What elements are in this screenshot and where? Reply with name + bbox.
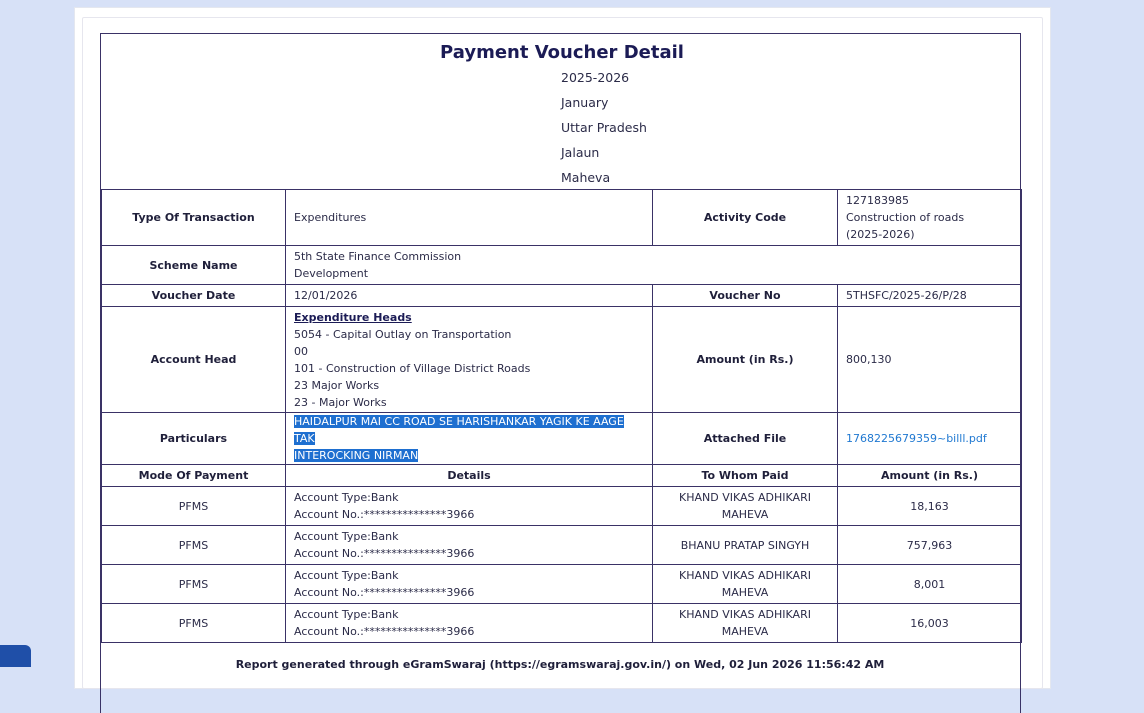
meta-value: 2025-2026 (561, 70, 630, 85)
scheme-name-value (286, 246, 1022, 285)
account-number: Account No.:***************3966 (294, 586, 475, 599)
type-of-transaction-label: Type Of Transaction (102, 190, 286, 246)
type-of-transaction-value: Expenditures (286, 190, 653, 246)
payment-mode: PFMS (102, 565, 286, 604)
amount-label: Amount (in Rs.) (653, 307, 838, 413)
payment-details (286, 604, 653, 643)
activity-code-value (838, 190, 1022, 246)
payment-mode: PFMS (102, 487, 286, 526)
column-header: Amount (in Rs.) (838, 465, 1022, 487)
account-head-line: 101 - Construction of Village District Roads (294, 361, 531, 375)
chat-icon[interactable] (0, 645, 31, 667)
table-row (102, 413, 1022, 465)
payee (653, 565, 838, 604)
report-footer: Report generated through eGramSwaraj (https://egramswaraj.gov.in/) on Wed, 02 Jun 2026 11:56:42 AM (235, 658, 885, 671)
voucher-table (101, 189, 1022, 643)
activity-code-line: (2025-2026) (846, 228, 915, 241)
column-header: Details (286, 465, 653, 487)
account-type: Account Type:Bank (294, 608, 399, 621)
account-head-line: 23 Major Works (294, 378, 380, 392)
column-header: To Whom Paid (653, 465, 838, 487)
account-head-label: Account Head (102, 307, 286, 413)
payment-mode: PFMS (102, 604, 286, 643)
account-number: Account No.:***************3966 (294, 625, 475, 638)
scheme-name-label: Scheme Name (102, 246, 286, 285)
account-head-value (286, 307, 653, 413)
account-type: Account Type:Bank (294, 491, 399, 504)
payment-row (102, 604, 1022, 643)
particulars-selected-text[interactable]: INTEROCKING NIRMAN (294, 449, 419, 462)
column-header: Mode Of Payment (102, 465, 286, 487)
particulars-value[interactable] (286, 413, 653, 465)
table-row (102, 307, 1022, 413)
account-number: Account No.:***************3966 (294, 508, 475, 521)
meta-value: Maheva (561, 170, 611, 185)
activity-code-line: Construction of roads (846, 211, 965, 224)
payment-row (102, 526, 1022, 565)
scheme-name-line: Development (294, 267, 369, 280)
attached-file-cell (838, 413, 1022, 465)
voucher-no-value: 5THSFC/2025-26/P/28 (838, 285, 1022, 307)
payee-line: BHANU PRATAP SINGYH (680, 538, 810, 552)
scheme-name-line: 5th State Finance Commission (294, 250, 462, 263)
account-type: Account Type:Bank (294, 569, 399, 582)
payee-line: KHAND VIKAS ADHIKARI (679, 608, 811, 621)
payment-row (102, 565, 1022, 604)
payments-header-row (102, 465, 1022, 487)
page-title: Payment Voucher Detail (440, 42, 684, 63)
table-row (102, 246, 1022, 285)
payee-line: MAHEVA (721, 625, 769, 638)
table-row (102, 190, 1022, 246)
payee-line: KHAND VIKAS ADHIKARI (679, 569, 811, 582)
voucher-date-label: Voucher Date (102, 285, 286, 307)
account-head-line: 00 (294, 344, 308, 358)
particulars-selected-text[interactable]: HAIDALPUR MAI CC ROAD SE HARISHANKAR YAGIK KE AAGE TAK (294, 415, 624, 445)
payee-line: MAHEVA (721, 508, 769, 521)
payment-amount: 16,003 (838, 604, 1022, 643)
meta-value: Jalaun (561, 145, 600, 160)
payee (653, 604, 838, 643)
attached-file-label: Attached File (653, 413, 838, 465)
voucher-date-value: 12/01/2026 (286, 285, 653, 307)
voucher-no-label: Voucher No (653, 285, 838, 307)
payee (653, 487, 838, 526)
payment-details (286, 526, 653, 565)
meta-value: January (561, 95, 609, 110)
amount-value: 800,130 (838, 307, 1022, 413)
account-type: Account Type:Bank (294, 530, 399, 543)
expenditure-heads-title: Expenditure Heads (294, 310, 412, 324)
payee (653, 526, 838, 565)
attached-file-link[interactable]: 1768225679359~billl.pdf (846, 432, 987, 445)
payment-amount: 757,963 (838, 526, 1022, 565)
activity-code-label: Activity Code (653, 190, 838, 246)
payee-line: KHAND VIKAS ADHIKARI (679, 491, 811, 504)
payment-amount: 8,001 (838, 565, 1022, 604)
payment-amount: 18,163 (838, 487, 1022, 526)
payment-row (102, 487, 1022, 526)
payment-mode: PFMS (102, 526, 286, 565)
meta-value: Uttar Pradesh (561, 120, 647, 135)
activity-code-line: 127183985 (846, 194, 909, 207)
payee-line: MAHEVA (721, 586, 769, 599)
payment-details (286, 565, 653, 604)
payment-details (286, 487, 653, 526)
account-head-line: 5054 - Capital Outlay on Transportation (294, 327, 512, 341)
account-head-line: 23 - Major Works (294, 395, 387, 409)
account-number: Account No.:***************3966 (294, 547, 475, 560)
table-row (102, 285, 1022, 307)
particulars-label: Particulars (102, 413, 286, 465)
